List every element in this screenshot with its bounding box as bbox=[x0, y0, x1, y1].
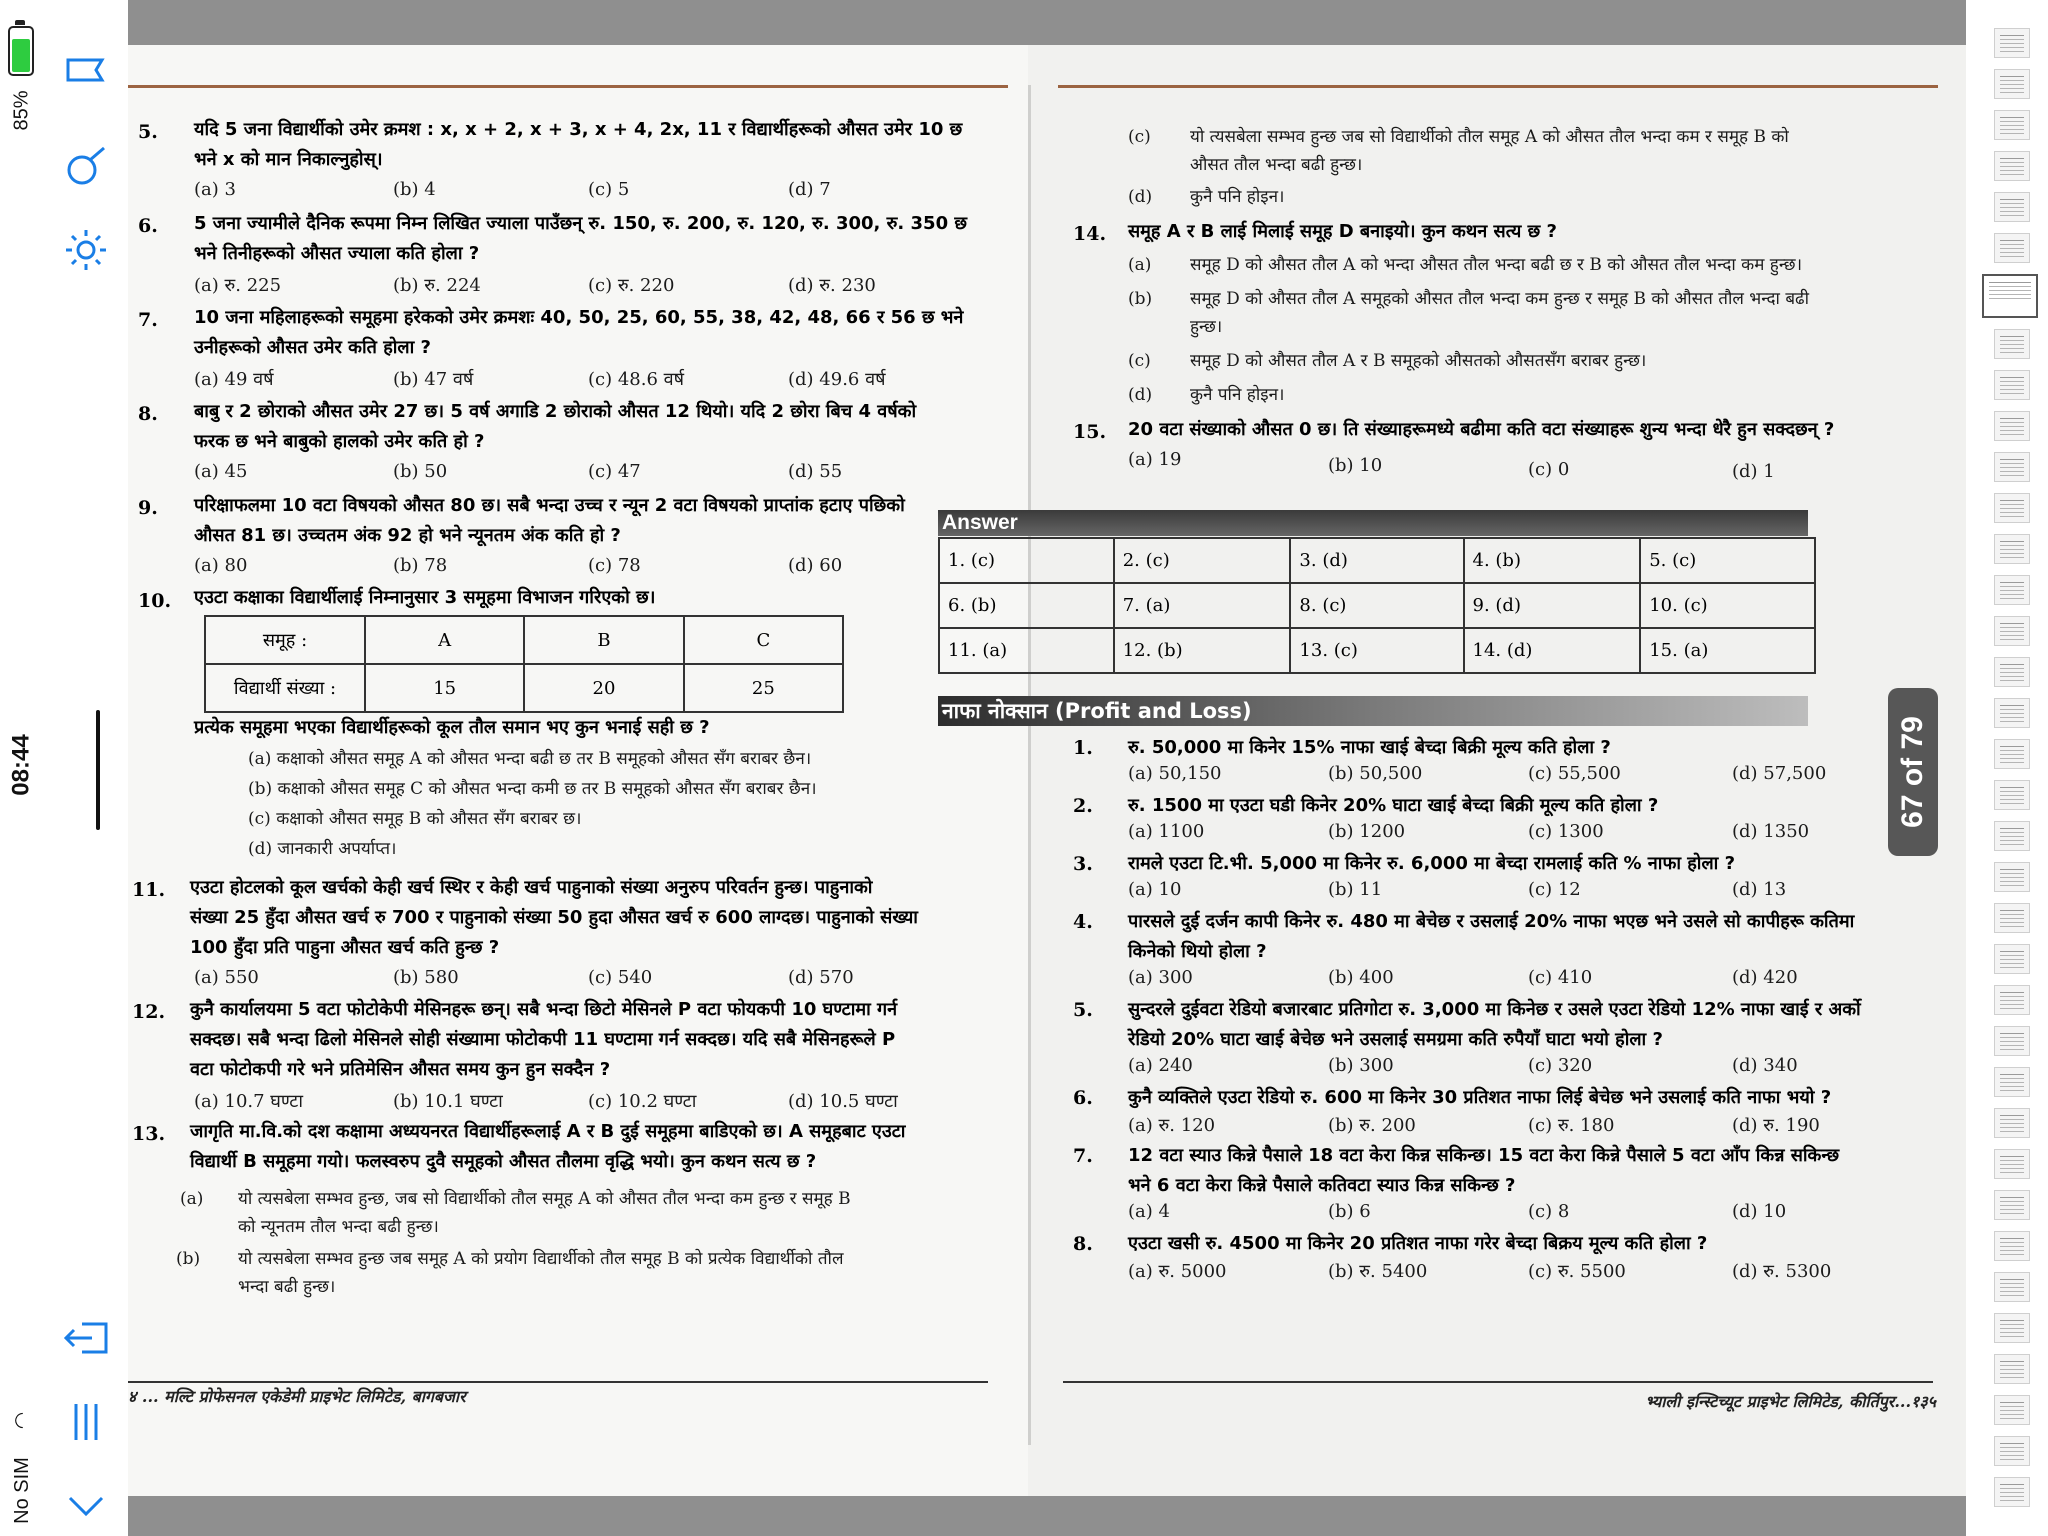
thumbnail[interactable] bbox=[1994, 1272, 2030, 1302]
menu-icon[interactable] bbox=[58, 1394, 114, 1450]
thumbnail[interactable] bbox=[1994, 1149, 2030, 1179]
thumbnail[interactable] bbox=[1994, 1067, 2030, 1097]
question-text: किनेको थियो होला ? bbox=[1128, 941, 1267, 962]
answer-cell: 3. (d) bbox=[1290, 538, 1463, 583]
answer-option: (c) 8 bbox=[1528, 1201, 1570, 1222]
answer-option: (b) 47 वर्ष bbox=[393, 369, 474, 390]
question-number: 8. bbox=[138, 403, 158, 425]
question-number: 6. bbox=[1073, 1087, 1093, 1109]
question-text: यदि 5 जना विद्यार्थीको उमेर क्रमश : x, x + 2, x + 3, x + 4, 2x, 11 र विद्यार्थीहरूको औसत उमेर 10 छ bbox=[194, 119, 963, 140]
annotate-icon[interactable] bbox=[58, 138, 114, 194]
thumbnail-strip[interactable] bbox=[1966, 0, 2048, 1536]
answer-option: (d) 10 bbox=[1732, 1201, 1787, 1222]
table-cell: 20 bbox=[524, 664, 683, 712]
answer-option: (c) 5 bbox=[588, 179, 630, 200]
answer-option: (d) 60 bbox=[788, 555, 843, 576]
answer-option: (a) 50,150 bbox=[1128, 763, 1222, 784]
answer-option: (c) 47 bbox=[588, 461, 641, 482]
answer-option: (c) रु. 180 bbox=[1528, 1115, 1615, 1136]
group-table bbox=[204, 615, 844, 713]
q14-option-line: समूह D को औसत तौल A समूहको औसत तौल भन्दा कम हुन्छ र समूह B को औसत तौल भन्दा बढी bbox=[1190, 289, 1810, 309]
answer-option: (b) रु. 200 bbox=[1328, 1115, 1416, 1136]
question-text: भने 6 वटा केरा किन्ने पैसाले कतिवटा स्याउ किन्न सकिन्छ ? bbox=[1128, 1175, 1516, 1196]
q10-number: 10. bbox=[138, 590, 172, 612]
question-text: संख्या 25 हुँदा औसत खर्च रु 700 र पाहुनाको संख्या 50 हुदा औसत खर्च रु 600 लाग्दछ। पाहुनाको संख्या bbox=[190, 907, 918, 928]
answer-option: (b) 580 bbox=[393, 967, 459, 988]
question-number: 5. bbox=[138, 121, 158, 143]
answer-cell: 9. (d) bbox=[1464, 583, 1641, 628]
question-text: भने तिनीहरूको औसत ज्याला कति होला ? bbox=[194, 243, 480, 264]
q15-text: 20 वटा संख्याको औसत 0 छ। ति संख्याहरूमध्ये बढीमा कति वटा संख्याहरू शुन्य भन्दा धेरै हुन सक्दछन् ? bbox=[1128, 419, 1835, 440]
answer-option: (c) रु. 220 bbox=[588, 275, 675, 296]
answer-option: (c) 10.2 घण्टा bbox=[588, 1091, 697, 1112]
question-text: औसत 81 छ। उच्चतम अंक 92 हो भने न्यूनतम अंक कति हो ? bbox=[194, 525, 621, 546]
brightness-icon[interactable] bbox=[58, 222, 114, 278]
question-text: परिक्षाफलमा 10 वटा विषयको औसत 80 छ। सबै भन्दा उच्च र न्यून 2 वटा विषयको प्राप्तांक हटाए पछिको bbox=[194, 495, 905, 516]
answer-option: (a) 300 bbox=[1128, 967, 1193, 988]
footer-rule-left bbox=[128, 1381, 988, 1383]
q10-question: प्रत्येक समूहमा भएका विद्यार्थीहरूको कूल तौल समान भए कुन भनाई सही छ ? bbox=[194, 717, 710, 738]
answer-cell: 5. (c) bbox=[1640, 538, 1815, 583]
table-header-cell: समूह : bbox=[205, 616, 365, 664]
answer-option: (b) 6 bbox=[1328, 1201, 1371, 1222]
answer-option: (b) 11 bbox=[1328, 879, 1383, 900]
thumbnail[interactable] bbox=[1994, 452, 2030, 482]
answer-cell: 8. (c) bbox=[1290, 583, 1463, 628]
page-indicator: 67 of 79 bbox=[1888, 688, 1938, 856]
answer-cell: 14. (d) bbox=[1464, 628, 1641, 673]
question-number: 7. bbox=[1073, 1145, 1093, 1167]
answer-option: (a) 240 bbox=[1128, 1055, 1193, 1076]
answer-option: (d) 10.5 घण्टा bbox=[788, 1091, 898, 1112]
answer-option: (d) रु. 190 bbox=[1732, 1115, 1820, 1136]
answer-option: (b) 300 bbox=[1328, 1055, 1394, 1076]
thumbnail[interactable] bbox=[1994, 739, 2030, 769]
question-number: 1. bbox=[1073, 737, 1093, 759]
thumbnail[interactable] bbox=[1994, 411, 2030, 441]
q13-option-b-line: भन्दा बढी हुन्छ। bbox=[238, 1277, 336, 1297]
section-heading: नाफा नोक्सान (Profit and Loss) bbox=[938, 696, 1808, 726]
thumbnail[interactable] bbox=[1994, 370, 2030, 400]
answer-cell: 2. (c) bbox=[1114, 538, 1291, 583]
question-number: 6. bbox=[138, 215, 158, 237]
answer-option: (b) 50 bbox=[393, 461, 448, 482]
q10-option: (d) जानकारी अपर्याप्त। bbox=[248, 839, 397, 859]
question-number: 13. bbox=[132, 1123, 166, 1145]
q10-text: एउटा कक्षाका विद्यार्थीलाई निम्नानुसार 3 समूहमा विभाजन गरिएको छ। bbox=[194, 587, 656, 608]
thumbnail[interactable] bbox=[1994, 985, 2030, 1015]
battery-percent: 85% bbox=[10, 89, 33, 131]
q15-option: (c) 0 bbox=[1528, 459, 1570, 480]
answer-option: (a) 10 bbox=[1128, 879, 1182, 900]
document-page[interactable] bbox=[128, 45, 1966, 1496]
thumbnail-current[interactable] bbox=[1982, 274, 2038, 318]
q13-option-b-line: यो त्यसबेला सम्भव हुन्छ जब समूह A को प्रयोग विद्यार्थीको तौल समूह B को प्रत्येक विद्यार्थीको तौल bbox=[238, 1249, 844, 1269]
answer-option: (c) 1300 bbox=[1528, 821, 1604, 842]
question-number: 8. bbox=[1073, 1233, 1093, 1255]
table-cell: 15 bbox=[365, 664, 524, 712]
question-number: 9. bbox=[138, 497, 158, 519]
wifi-icon: ◠ bbox=[11, 1411, 34, 1429]
q13c-line: यो त्यसबेला सम्भव हुन्छ जब सो विद्यार्थीको तौल समूह A को औसत तौल भन्दा कम र समूह B को bbox=[1190, 127, 1789, 147]
answer-cell: 10. (c) bbox=[1640, 583, 1815, 628]
thumbnail[interactable] bbox=[1994, 616, 2030, 646]
answer-option: (d) रु. 230 bbox=[788, 275, 876, 296]
thumbnail[interactable] bbox=[1994, 1313, 2030, 1343]
thumbnail[interactable] bbox=[1994, 151, 2030, 181]
answer-option: (a) 80 bbox=[194, 555, 248, 576]
battery-cap bbox=[15, 20, 25, 25]
thumbnail[interactable] bbox=[1994, 493, 2030, 523]
thumbnail[interactable] bbox=[1994, 780, 2030, 810]
exit-icon[interactable] bbox=[58, 1310, 114, 1366]
answer-option: (a) रु. 5000 bbox=[1128, 1261, 1227, 1282]
q15-option: (a) 19 bbox=[1128, 449, 1182, 470]
answer-option: (c) 48.6 वर्ष bbox=[588, 369, 685, 390]
question-text: रु. 1500 मा एउटा घडी किनेर 20% घाटा खाई बेच्दा बिक्री मूल्य कति होला ? bbox=[1128, 795, 1659, 816]
page-gutter bbox=[1028, 85, 1031, 1445]
chevron-down-icon[interactable] bbox=[58, 1478, 114, 1534]
footer-rule-right bbox=[1063, 1381, 1933, 1383]
answer-option: (d) 420 bbox=[1732, 967, 1798, 988]
thumbnail[interactable] bbox=[1994, 903, 2030, 933]
left-toolbar bbox=[0, 0, 128, 1536]
footer-right: भ्याली इन्स्टिच्यूट प्राइभेट लिमिटेड, कीर्तिपुर...१३५ bbox=[1645, 1392, 1936, 1411]
answer-option: (b) 10.1 घण्टा bbox=[393, 1091, 503, 1112]
question-text: 100 हुँदा प्रति पाहुना औसत खर्च कति हुन्छ ? bbox=[190, 937, 500, 958]
thumbnail[interactable] bbox=[1994, 233, 2030, 263]
answer-option: (c) 78 bbox=[588, 555, 641, 576]
question-number: 7. bbox=[138, 309, 158, 331]
top-margin bbox=[128, 0, 1966, 45]
thumbnail[interactable] bbox=[1994, 1231, 2030, 1261]
q14-number: 14. bbox=[1073, 223, 1107, 245]
question-number: 4. bbox=[1073, 911, 1093, 933]
question-number: 11. bbox=[132, 879, 166, 901]
q10-option: (b) कक्षाको औसत समूह C को औसत भन्दा कमी छ तर B समूहको औसत सँग बराबर छैन। bbox=[248, 779, 817, 799]
q13-option-a-line: यो त्यसबेला सम्भव हुन्छ, जब सो विद्यार्थीको तौल समूह A को औसत तौल भन्दा कम हुन्छ र समूह B bbox=[238, 1189, 851, 1209]
question-text: पारसले दुई दर्जन कापी किनेर रु. 480 मा बेचेछ र उसलाई 20% नाफा भएछ भने उसले सो कापीहरू कतिमा bbox=[1128, 911, 1855, 932]
thumbnail[interactable] bbox=[1994, 944, 2030, 974]
thumbnail[interactable] bbox=[1994, 657, 2030, 687]
q14-option-line: समूह D को औसत तौल A र B समूहको औसतको औसतसँग बराबर हुन्छ। bbox=[1190, 351, 1647, 371]
question-text: रु. 50,000 मा किनेर 15% नाफा खाई बेच्दा बिक्री मूल्य कति होला ? bbox=[1128, 737, 1611, 758]
answer-option: (b) रु. 5400 bbox=[1328, 1261, 1428, 1282]
question-text: सुन्दरले दुईवटा रेडियो बजारबाट प्रतिगोटा रु. 3,000 मा किनेछ र उसले एउटा रेडियो 12% नाफा खाई र अर्को bbox=[1128, 999, 1861, 1020]
answer-option: (d) 49.6 वर्ष bbox=[788, 369, 886, 390]
thumbnail[interactable] bbox=[1994, 534, 2030, 564]
battery-icon bbox=[8, 26, 34, 76]
thumbnail[interactable] bbox=[1994, 329, 2030, 359]
answer-option: (d) 7 bbox=[788, 179, 831, 200]
question-text: रेडियो 20% घाटा खाई बेचेछ भने उसलाई समग्रमा कति रुपैयाँ घाटा भयो होला ? bbox=[1128, 1029, 1663, 1050]
q15-number: 15. bbox=[1073, 421, 1107, 443]
answer-option: (c) 320 bbox=[1528, 1055, 1593, 1076]
answer-cell: 4. (b) bbox=[1464, 538, 1641, 583]
q10-option: (a) कक्षाको औसत समूह A को औसत भन्दा बढी छ तर B समूहको औसत सँग बराबर छैन। bbox=[248, 749, 812, 769]
question-text: विद्यार्थी B समूहमा गयो। फलस्वरुप दुवै समूहको औसत तौलमा वृद्धि भयो। कुन कथन सत्य छ ? bbox=[190, 1151, 817, 1172]
answer-cell: 1. (c) bbox=[939, 538, 1114, 583]
question-text: एउटा खसी रु. 4500 मा किनेर 20 प्रतिशत नाफा गरेर बेच्दा बिक्रय मूल्य कति होला ? bbox=[1128, 1233, 1708, 1254]
question-text: वटा फोटोकपी गरे भने प्रतिमेसिन औसत समय कुन हुन सक्दैन ? bbox=[190, 1059, 611, 1080]
footer-left: ४ ... मल्टि प्रोफेसनल एकेडेमी प्राइभेट लिमिटेड, बागबजार bbox=[128, 1387, 466, 1406]
answer-option: (a) रु. 225 bbox=[194, 275, 282, 296]
table-cell: विद्यार्थी संख्या : bbox=[205, 664, 365, 712]
answer-option: (d) 57,500 bbox=[1732, 763, 1827, 784]
question-number: 3. bbox=[1073, 853, 1093, 875]
answer-table bbox=[938, 537, 1816, 674]
q14-option-line: हुन्छ। bbox=[1190, 317, 1223, 337]
q14-option-label: (b) bbox=[1128, 289, 1153, 309]
question-text: 5 जना ज्यामीले दैनिक रूपमा निम्न लिखित ज्याला पाउँछन् रु. 150, रु. 200, रु. 120, रु. 300, रु. 350 छ bbox=[194, 213, 967, 234]
question-number: 5. bbox=[1073, 999, 1093, 1021]
answer-option: (c) 12 bbox=[1528, 879, 1581, 900]
answer-option: (c) 55,500 bbox=[1528, 763, 1621, 784]
answer-option: (b) 78 bbox=[393, 555, 448, 576]
thumbnail[interactable] bbox=[1994, 1026, 2030, 1056]
question-text: फरक छ भने बाबुको हालको उमेर कति हो ? bbox=[194, 431, 485, 452]
bookmark-icon[interactable] bbox=[58, 44, 114, 100]
thumbnail[interactable] bbox=[1994, 862, 2030, 892]
q14-option-line: समूह D को औसत तौल A को भन्दा औसत तौल भन्दा बढी छ र B को औसत तौल भन्दा कम हुन्छ। bbox=[1190, 255, 1803, 275]
q13-option-label: (a) bbox=[180, 1189, 204, 1209]
answer-option: (d) 13 bbox=[1732, 879, 1787, 900]
answer-option: (a) 550 bbox=[194, 967, 259, 988]
question-text: कुनै कार्यालयमा 5 वटा फोटोकेपी मेसिनहरू छन्। सबै भन्दा छिटो मेसिनले P वटा फोयकपी 10 घण्टामा गर्न bbox=[190, 999, 898, 1020]
answer-option: (b) 4 bbox=[393, 179, 436, 200]
answer-option: (d) 340 bbox=[1732, 1055, 1798, 1076]
q14-option-label: (a) bbox=[1128, 255, 1152, 275]
answer-option: (a) 3 bbox=[194, 179, 236, 200]
carrier-label: No SIM bbox=[10, 1456, 33, 1524]
answer-option: (b) 50,500 bbox=[1328, 763, 1423, 784]
answer-option: (b) 1200 bbox=[1328, 821, 1406, 842]
answer-option: (d) रु. 5300 bbox=[1732, 1261, 1832, 1282]
thumbnail[interactable] bbox=[1994, 192, 2030, 222]
q13-option-a-line: को न्यूनतम तौल भन्दा बढी हुन्छ। bbox=[238, 1217, 439, 1237]
answer-option: (c) रु. 5500 bbox=[1528, 1261, 1626, 1282]
answer-cell: 12. (b) bbox=[1114, 628, 1291, 673]
thumbnail[interactable] bbox=[1994, 1477, 2030, 1507]
question-text: उनीहरूको औसत उमेर कति होला ? bbox=[194, 337, 431, 358]
thumbnail[interactable] bbox=[1994, 1395, 2030, 1425]
question-number: 2. bbox=[1073, 795, 1093, 817]
answer-cell: 13. (c) bbox=[1290, 628, 1463, 673]
answer-option: (a) 10.7 घण्टा bbox=[194, 1091, 304, 1112]
top-rule-left bbox=[128, 85, 1008, 88]
table-header-cell: C bbox=[684, 616, 843, 664]
handle-bar[interactable] bbox=[96, 710, 100, 830]
question-text: भने x को मान निकाल्नुहोस्। bbox=[194, 149, 383, 170]
thumbnail[interactable] bbox=[1994, 110, 2030, 140]
answer-option: (a) रु. 120 bbox=[1128, 1115, 1216, 1136]
answer-option: (a) 45 bbox=[194, 461, 248, 482]
thumbnail[interactable] bbox=[1994, 1436, 2030, 1466]
q15-option: (d) 1 bbox=[1732, 461, 1775, 482]
q15-option: (b) 10 bbox=[1328, 455, 1383, 476]
thumbnail[interactable] bbox=[1994, 28, 2030, 58]
answer-cell: 6. (b) bbox=[939, 583, 1114, 628]
q10-option: (c) कक्षाको औसत समूह B को औसत सँग बराबर छ। bbox=[248, 809, 582, 829]
answer-option: (b) रु. 224 bbox=[393, 275, 481, 296]
question-text: बाबु र 2 छोराको औसत उमेर 27 छ। 5 वर्ष अगाडि 2 छोराको औसत 12 थियो। यदि 2 छोरा बिच 4 वर्षको bbox=[194, 401, 917, 422]
thumbnail[interactable] bbox=[1994, 698, 2030, 728]
question-text: जागृति मा.वि.को दश कक्षामा अध्ययनरत विद्यार्थीहरूलाई A र B दुई समूहमा बाडिएको छ। A समूहबाट एउटा bbox=[190, 1121, 906, 1142]
answer-option: (b) 400 bbox=[1328, 967, 1394, 988]
answer-cell: 11. (a) bbox=[939, 628, 1114, 673]
q13d-label: (d) bbox=[1128, 187, 1153, 207]
answer-option: (c) 540 bbox=[588, 967, 653, 988]
q13c-line: औसत तौल भन्दा बढी हुन्छ। bbox=[1190, 155, 1363, 175]
question-text: रामले एउटा टि.भी. 5,000 मा किनेर रु. 6,000 मा बेच्दा रामलाई कति % नाफा होला ? bbox=[1128, 853, 1736, 874]
answer-option: (a) 4 bbox=[1128, 1201, 1170, 1222]
thumbnail[interactable] bbox=[1994, 575, 2030, 605]
q14-option-line: कुनै पनि होइन। bbox=[1190, 385, 1285, 405]
thumbnail[interactable] bbox=[1994, 69, 2030, 99]
question-text: एउटा होटलको कूल खर्चको केही खर्च स्थिर र केही खर्च पाहुनाको संख्या अनुरुप परिवर्तन हुन्छ। पाहुनाको bbox=[190, 877, 873, 898]
answer-option: (c) 410 bbox=[1528, 967, 1593, 988]
answer-option: (d) 1350 bbox=[1732, 821, 1810, 842]
answer-option: (a) 1100 bbox=[1128, 821, 1205, 842]
table-header-cell: B bbox=[524, 616, 683, 664]
answer-option: (a) 49 वर्ष bbox=[194, 369, 274, 390]
answer-cell: 15. (a) bbox=[1640, 628, 1815, 673]
question-text: 10 जना महिलाहरूको समूहमा हरेकको उमेर क्रमशः 40, 50, 25, 60, 55, 38, 42, 48, 66 र 56 छ भने bbox=[194, 307, 964, 328]
question-text: सक्दछ। सबै भन्दा ढिलो मेसिनले सोही संख्यामा फोटोकपी 11 घण्टामा गर्न सक्दछ। यदि सबै मेसिनहरूले P bbox=[190, 1029, 896, 1050]
thumbnail[interactable] bbox=[1994, 1354, 2030, 1384]
question-text: कुनै व्यक्तिले एउटा रेडियो रु. 600 मा किनेर 30 प्रतिशत नाफा लिई बेचेछ भने उसलाई कति नाफा भयो ? bbox=[1128, 1087, 1832, 1108]
q14-option-label: (c) bbox=[1128, 351, 1151, 371]
q13-option-label: (b) bbox=[176, 1249, 201, 1269]
q14-option-label: (d) bbox=[1128, 385, 1153, 405]
answer-option: (d) 55 bbox=[788, 461, 843, 482]
bottom-margin bbox=[128, 1496, 1966, 1536]
table-header-cell: A bbox=[365, 616, 524, 664]
question-text: 12 वटा स्याउ किन्ने पैसाले 18 वटा केरा किन्न सकिन्छ। 15 वटा केरा किन्ने पैसाले 5 वटा आँप किन्न सकिन्छ bbox=[1128, 1145, 1840, 1166]
thumbnail[interactable] bbox=[1994, 1108, 2030, 1138]
thumbnail[interactable] bbox=[1994, 1190, 2030, 1220]
q13c-label: (c) bbox=[1128, 127, 1151, 147]
table-cell: 25 bbox=[684, 664, 843, 712]
answer-heading: Answer bbox=[938, 510, 1808, 536]
clock: 08:44 bbox=[8, 734, 36, 796]
answer-option: (d) 570 bbox=[788, 967, 854, 988]
q14-text: समूह A र B लाई मिलाई समूह D बनाइयो। कुन कथन सत्य छ ? bbox=[1128, 221, 1557, 242]
thumbnail[interactable] bbox=[1994, 821, 2030, 851]
q13d-line: कुनै पनि होइन। bbox=[1190, 187, 1285, 207]
question-number: 12. bbox=[132, 1001, 166, 1023]
answer-cell: 7. (a) bbox=[1114, 583, 1291, 628]
top-rule-right bbox=[1058, 85, 1938, 88]
